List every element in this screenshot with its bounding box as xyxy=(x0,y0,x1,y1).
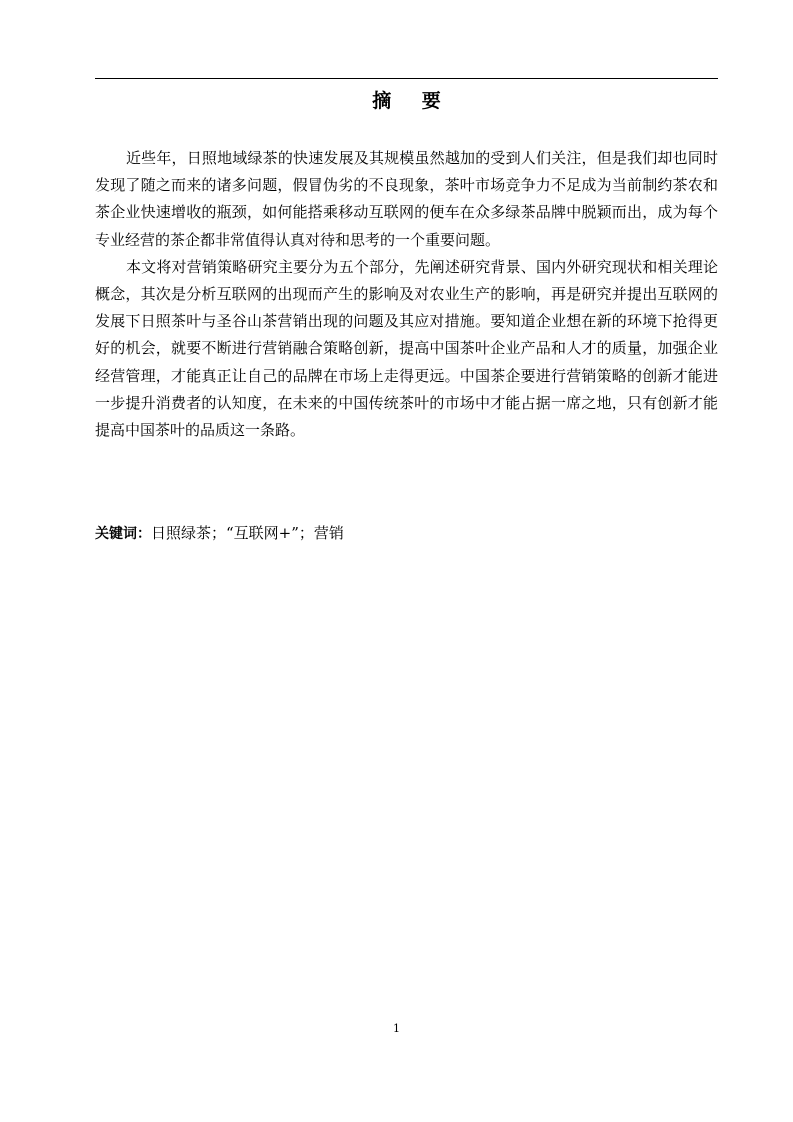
keywords-value: 日照绿茶；“互联网+”；营销 xyxy=(151,524,344,542)
keywords-line xyxy=(95,521,718,546)
page-number: 1 xyxy=(393,1022,400,1035)
header-rule xyxy=(95,78,718,79)
abstract-paragraph-2: 本文将对营销策略研究主要分为五个部分，先阐述研究背景、国内外研究现状和相关理论概念，其次是分析互联网的出现而产生的影响及对农业生产的影响，再是研究并提出互联网的发展下日照茶叶与圣谷山茶营销出现的问题及其应对措施。要知道企业想在新的环境下抢得更好的机会，就要不断进行营销融合策略创新，提高中国茶叶企业产品和人才的质量，加强企业经营管理，才能真正让自己的品牌在市场上走得更远。中国茶企要进行营销策略的创新才能进一步提升消费者的认知度，在未来的中国传统茶叶的市场中才能占据一席之地，只有创新才能提高中国茶叶的品质这一条路。 xyxy=(95,257,718,440)
abstract-title: 摘 要 xyxy=(372,90,453,112)
keywords-label: 关键词： xyxy=(95,526,151,542)
abstract-body xyxy=(95,145,718,444)
abstract-paragraph-1: 近些年，日照地域绿茶的快速发展及其规模虽然越加的受到人们关注，但是我们却也同时发现了随之而来的诸多问题，假冒伪劣的不良现象，茶叶市场竞争力不足成为当前制约茶农和茶企业快速增收的瓶颈，如何能搭乘移动互联网的便车在众多绿茶品牌中脱颖而出，成为每个专业经营的茶企都非常值得认真对待和思考的一个重要问题。 xyxy=(95,149,718,249)
